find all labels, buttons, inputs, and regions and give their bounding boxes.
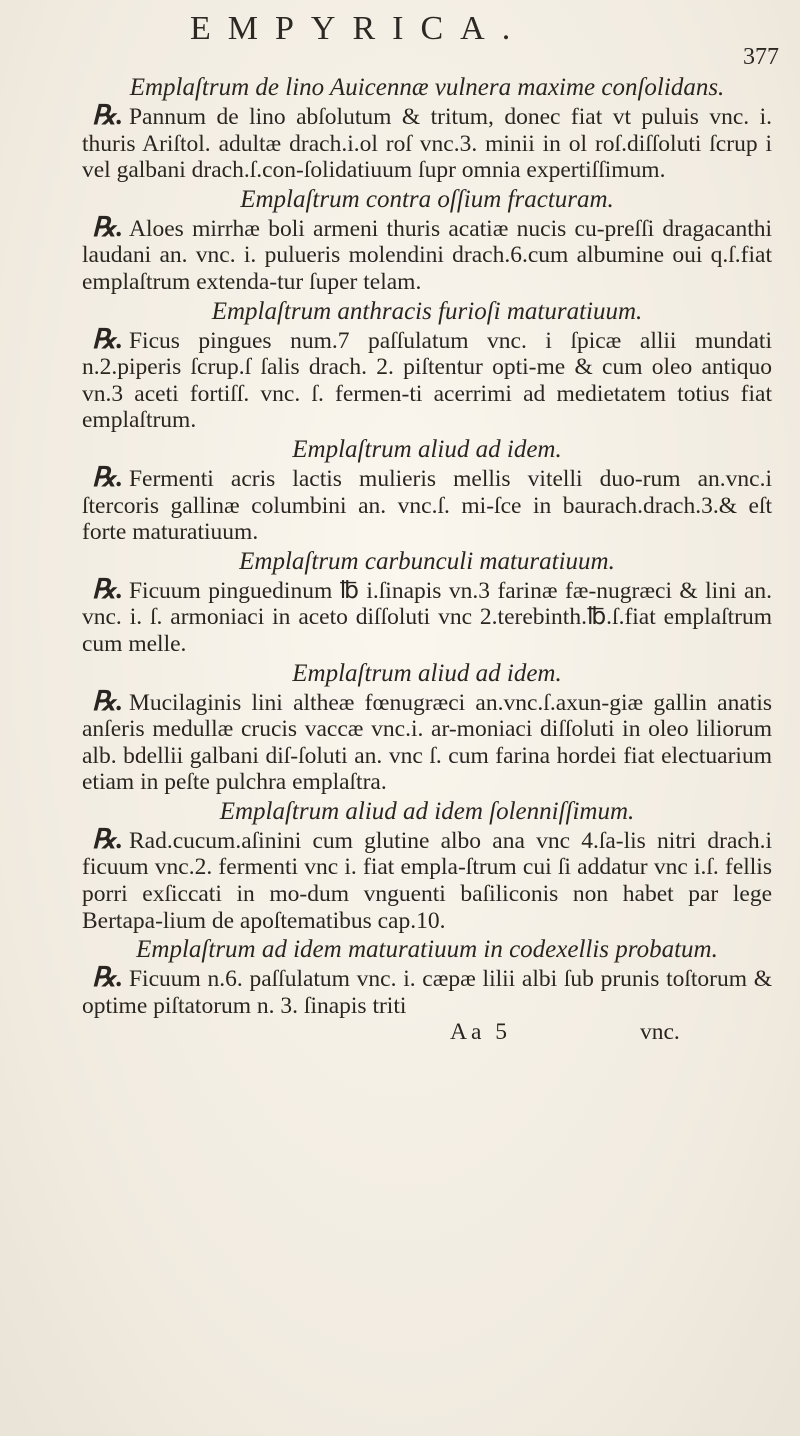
recipe-symbol-icon: ℞. (92, 962, 123, 993)
recipe-symbol-icon: ℞. (92, 100, 123, 130)
recipe-paragraph (82, 823, 772, 934)
recipe-text: Fermenti acris lactis mulieris mellis vitelli duo-rum an.vnc.i ſtercoris gallinæ columbini an. vnc.ſ. mi-ſce in baurach.drach.3.& eſt forte maturatiuum. (82, 465, 772, 546)
recipe-paragraph (82, 964, 772, 1019)
recipe-text: Ficus pingues num.7 paſſulatum vnc. i ſpicæ allii mundati n.2.piperis ſcrup.ſ ſalis drach. 2. piſtentur opti-me & cum oleo antiquo vn.3 aceti fortiſſ. vnc. ſ. fermen-ti acerrimi ad medietatem totius fiat emplaſtrum. (82, 327, 772, 434)
recipe-heading: Emplaſtrum contra oſſium fracturam. (240, 185, 614, 213)
recipe-heading: Emplaſtrum aliud ad idem. (292, 659, 562, 687)
recipe-paragraph (82, 573, 772, 658)
recipe-text: Ficuum pinguedinum ℔ i.ſinapis vn.3 farinæ fæ-nugræci & lini an. vnc. i. ſ. armoniaci in aceto diſſoluti vnc 2.terebinth.℔.ſ.fiat emplaſtrum cum melle. (82, 577, 772, 657)
page-number: 377 (743, 44, 779, 70)
signature-mark: Aa 5 (450, 1019, 512, 1046)
recipe-heading: Emplaſtrum ad idem maturatiuum in codexellis probatum. (136, 936, 718, 964)
recipe-text: Ficuum n.6. paſſulatum vnc. i. cæpæ lilii albi ſub prunis toſtorum & optime piſtatorum n. 3. ſinapis triti (82, 966, 772, 1019)
recipe-text: Rad.cucum.aſinini cum glutine albo ana vnc 4.ſa-lis nitri drach.i ficuum vnc.2. fermenti vnc i. fiat empla-ſtrum cui ſi addatur vnc i.ſ. fellis porri exſiccati in mo-dum vnguenti baſiliconis non habet par lege Bertapa-lium de apoſtematibus cap.10. (82, 827, 772, 934)
recipe-symbol-icon: ℞. (92, 323, 123, 354)
recipe-text: Pannum de lino abſolutum & tritum, donec fiat vt puluis vnc. i. thuris Ariſtol. adultæ drach.i.ol roſ vnc.3. minii in ol roſ.diſſoluti ſcrup i vel galbani drach.ſ.con-ſolidatiuum ſupr omnia expertiſſimum. (82, 104, 772, 184)
recipe-heading: Emplaſtrum aliud ad idem. (292, 435, 562, 463)
catchword: vnc. (640, 1019, 680, 1046)
recipe-symbol-icon: ℞. (92, 823, 123, 854)
recipe-symbol-icon: ℞. (92, 461, 123, 492)
recipe-heading: Emplaſtrum aliud ad idem ſolenniſſimum. (219, 797, 635, 825)
recipe-heading: Emplaſtrum anthracis furioſi maturatiuum. (211, 297, 643, 325)
page-footer (82, 1019, 772, 1045)
recipe-paragraph (82, 211, 772, 296)
recipe-paragraph (82, 102, 772, 184)
recipe-text: Aloes mirrhæ boli armeni thuris acatiæ nucis cu-preſſi dragacanthi laudani an. vnc. i. pulueris molendini drach.6.cum albumine oui q.ſ.fiat emplaſtrum extenda-tur ſuper telam. (82, 215, 772, 295)
recipe-paragraph (82, 685, 772, 796)
recipe-paragraph (82, 461, 772, 546)
body-text (82, 72, 772, 1045)
running-head: EMPYRICA. (190, 10, 528, 47)
recipe-heading: Emplaſtrum de lino Auicennæ vulnera maxime conſolidans. (129, 74, 725, 101)
recipe-symbol-icon: ℞. (92, 685, 123, 716)
recipe-symbol-icon: ℞. (92, 573, 123, 604)
recipe-text: Mucilaginis lini altheæ fœnugræci an.vnc.ſ.axun-giæ gallin anatis anſeris medullæ crucis vaccæ vnc.i. ar-moniaci diſſoluti in oleo liliorum alb. bdellii galbani diſ-ſoluti an. vnc ſ. cum farina hordei fiat electuarium etiam in peſte pulchra emplaſtra. (82, 689, 772, 796)
recipe-paragraph (82, 323, 772, 434)
recipe-heading: Emplaſtrum carbunculi maturatiuum. (239, 547, 615, 575)
recipe-symbol-icon: ℞. (92, 211, 123, 242)
